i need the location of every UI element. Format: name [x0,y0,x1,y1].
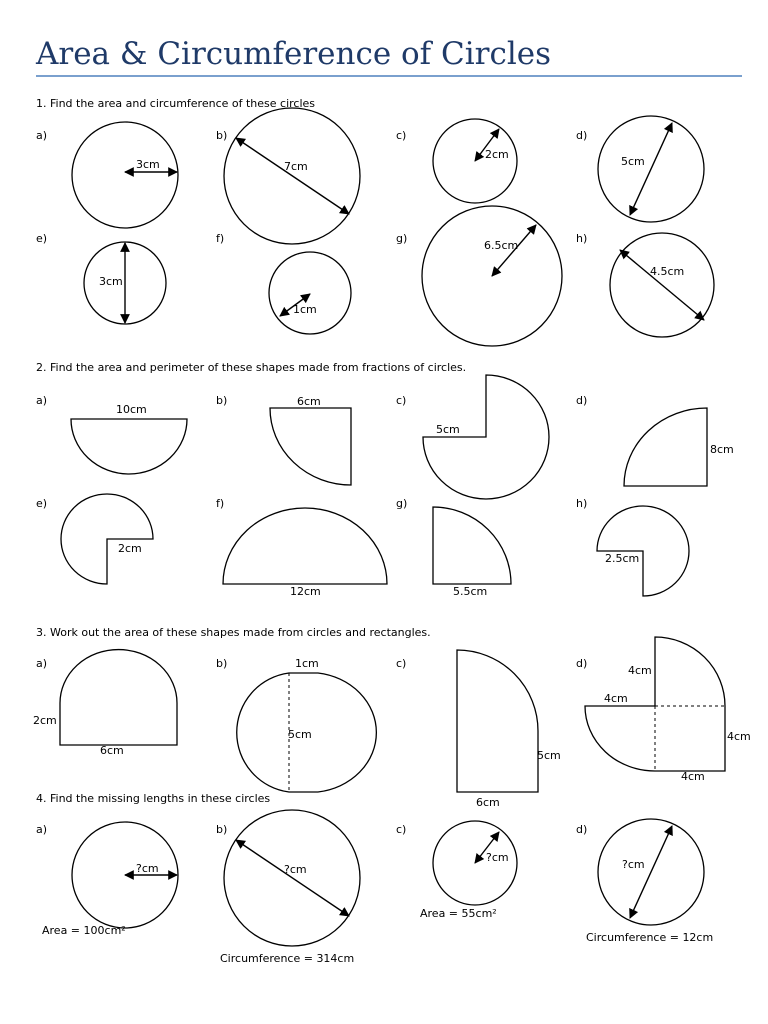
q1-h-letter: h) [576,232,588,245]
q3-a-label-height: 2cm [33,714,57,727]
q3-d-label-bottom: 4cm [681,770,705,783]
q1-h-diameter-arrow [620,250,704,320]
q2-f-label: 12cm [290,585,321,598]
q2-g-quarter-circle [433,507,511,584]
q1-a-label: 3cm [136,158,160,171]
q3-c-composite-shape [457,650,538,792]
q4-heading: 4. Find the missing lengths in these circles [36,792,271,805]
q3-b-label-top: 1cm [295,657,319,670]
q4-d-letter: d) [576,823,588,836]
q2-b-letter: b) [216,394,228,407]
q1-a-letter: a) [36,129,48,142]
q2-a-label: 10cm [116,403,147,416]
q1-e-label: 3cm [99,275,123,288]
q1-f-circle [269,252,351,334]
q1-d-label: 5cm [621,155,645,168]
q2-e-label: 2cm [118,542,142,555]
q1-f-label: 1cm [293,303,317,316]
q3-heading: 3. Work out the area of these shapes made from circles and rectangles. [36,626,431,639]
q4-b-diameter-arrow [236,840,349,916]
q1-b-label: 7cm [284,160,308,173]
q4-d-label: ?cm [622,858,645,871]
q2-c-three-quarter-circle [423,375,549,499]
q2-g-letter: g) [396,497,408,510]
q3-c-label-height: 5cm [537,749,561,762]
q3-c-label-width: 6cm [476,796,500,809]
q2-g-label: 5.5cm [453,585,488,598]
q1-d-letter: d) [576,129,588,142]
q1-d-diameter-arrow [630,123,672,215]
q4-a-label: ?cm [136,862,159,875]
q2-e-letter: e) [36,497,48,510]
q4-a-given: Area = 100cm² [42,924,126,937]
q1-g-letter: g) [396,232,408,245]
q1-f-letter: f) [216,232,225,245]
q4-d-given: Circumference = 12cm [586,931,714,944]
q2-d-quarter-circle [624,408,707,486]
q3-b-label-middle: 5cm [288,728,312,741]
q4-c-letter: c) [396,823,407,836]
q2-f-letter: f) [216,497,225,510]
q2-a-semicircle [71,419,187,474]
q3-d-letter: d) [576,657,588,670]
q2-h-letter: h) [576,497,588,510]
q3-a-composite-shape [60,650,177,745]
q3-d-label-right: 4cm [727,730,751,743]
q2-c-label: 5cm [436,423,460,436]
q1-h-label: 4.5cm [650,265,685,278]
q2-f-semicircle [223,508,387,584]
q2-d-letter: d) [576,394,588,407]
q2-h-three-quarter-circle [597,506,689,596]
q4-b-label: ?cm [284,863,307,876]
q3-b-letter: b) [216,657,228,670]
q2-a-letter: a) [36,394,48,407]
q1-b-diameter-arrow [236,138,349,214]
q4-b-given: Circumference = 314cm [220,952,355,965]
q1-heading: 1. Find the area and circumference of these circles [36,97,316,110]
q3-d-label-left: 4cm [604,692,628,705]
q2-b-quarter-circle [270,408,351,485]
q4-c-label: ?cm [486,851,509,864]
q4-c-given: Area = 55cm² [420,907,497,920]
q3-c-letter: c) [396,657,407,670]
q2-d-label: 8cm [710,443,734,456]
q4-b-letter: b) [216,823,228,836]
q1-c-label: 2cm [485,148,509,161]
q4-d-diameter-arrow [630,826,672,918]
q2-heading: 2. Find the area and perimeter of these shapes made from fractions of circles. [36,361,467,374]
q3-a-letter: a) [36,657,48,670]
q1-b-letter: b) [216,129,228,142]
page-title: Area & Circumference of Circles [36,36,551,72]
q1-a-circle [72,122,178,228]
q3-d-label-top: 4cm [628,664,652,677]
q3-a-label-width: 6cm [100,744,124,757]
q2-c-letter: c) [396,394,407,407]
q1-c-letter: c) [396,129,407,142]
q2-b-label: 6cm [297,395,321,408]
q1-e-letter: e) [36,232,48,245]
q2-e-three-quarter-circle [61,494,153,584]
q2-h-label: 2.5cm [605,552,640,565]
q4-a-letter: a) [36,823,48,836]
q1-g-label: 6.5cm [484,239,519,252]
